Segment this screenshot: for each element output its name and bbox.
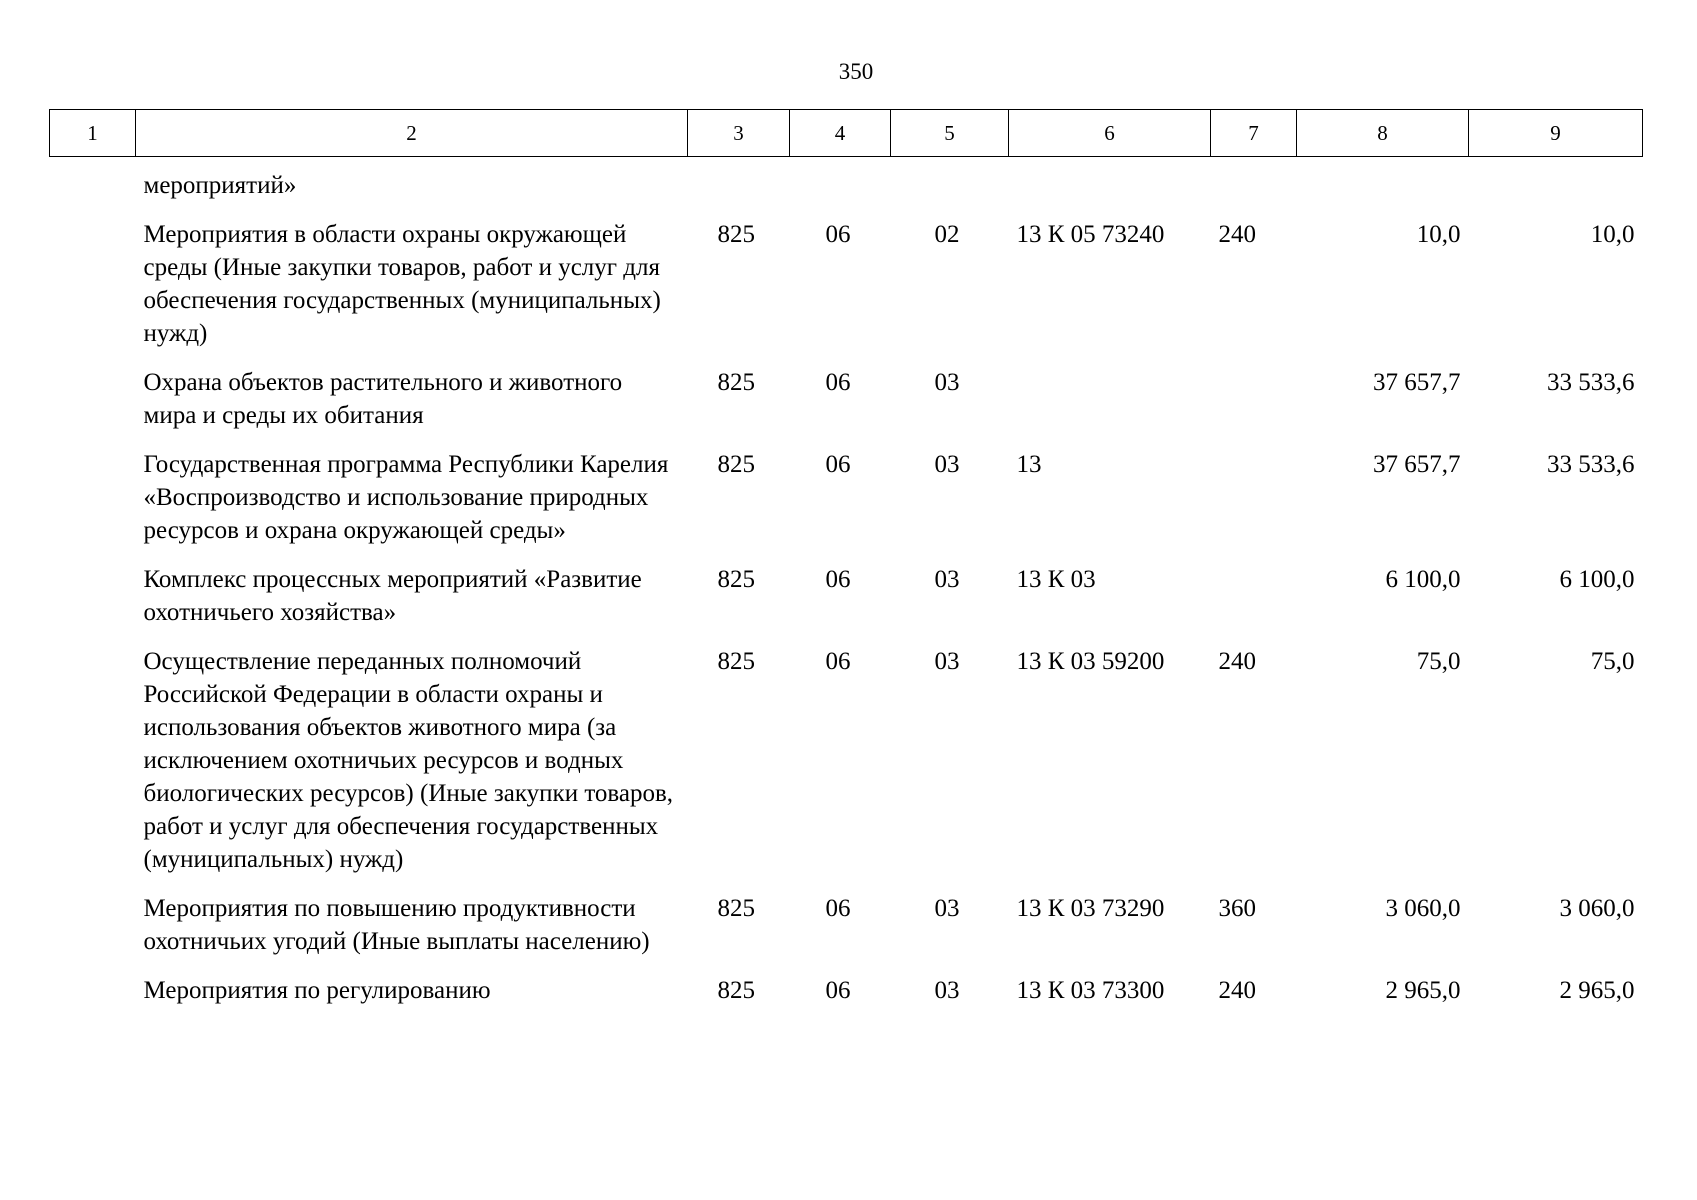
cell-code-5 [891,157,1009,219]
cell-code-7 [1211,157,1297,219]
cell-amount-8: 2 965,0 [1385,977,1461,1004]
cell-empty [50,157,136,219]
column-header-2: 2 [136,110,688,157]
budget-table [49,109,1643,1023]
table-row [50,218,1643,366]
cell-code-4: 06 [825,566,851,593]
cell-empty [50,563,136,645]
cell-name: Мероприятия по повышению продуктивности охотничьих угодий (Иные выплаты населению) [143,895,650,955]
cell-amount-9: 10,0 [1590,221,1635,248]
cell-amount-9: 6 100,0 [1559,566,1635,593]
table-row [50,892,1643,974]
cell-empty [50,645,136,892]
column-header-3: 3 [688,110,790,157]
cell-amount-9: 75,0 [1590,648,1635,675]
column-header-9: 9 [1469,110,1643,157]
cell-name: мероприятий» [143,172,297,199]
cell-code-7 [1211,563,1297,645]
cell-code-4: 06 [825,451,851,478]
cell-name: Осуществление переданных полномочий Российской Федерации в области охраны и использования объектов животного мира (за исключением охотничьих ресурсов и водных биологических ресурсов) (Иные закупки товаров, работ и услуг для обеспечения государственных (муниципальных) нужд) [143,648,674,873]
cell-amount-9: 33 533,6 [1547,451,1635,478]
cell-code-6: 13 К 03 73300 [1016,977,1165,1004]
table-row [50,366,1643,448]
cell-name: Охрана объектов растительного и животного мира и среды их обитания [143,369,623,429]
cell-code-3: 825 [717,648,755,675]
table-row [50,157,1643,219]
cell-code-7: 240 [1218,648,1256,675]
cell-empty [50,974,136,1023]
cell-amount-8: 3 060,0 [1385,895,1461,922]
column-header-4: 4 [790,110,891,157]
cell-code-5: 02 [934,221,960,248]
cell-name: Мероприятия в области охраны окружающей среды (Иные закупки товаров, работ и услуг для обеспечения государственных (муниципальных) нужд) [143,221,661,347]
cell-code-6 [1009,366,1211,448]
cell-amount-8: 37 657,7 [1373,451,1461,478]
cell-code-6: 13 К 05 73240 [1016,221,1165,248]
header-row [50,110,1643,157]
cell-empty [50,892,136,974]
cell-code-4: 06 [825,895,851,922]
cell-code-7: 360 [1218,895,1256,922]
cell-code-3: 825 [717,895,755,922]
cell-code-3: 825 [717,566,755,593]
cell-code-5: 03 [934,451,960,478]
cell-code-5: 03 [934,895,960,922]
page-number: 350 [838,59,874,84]
column-header-5: 5 [891,110,1009,157]
table-row [50,974,1643,1023]
table-body [50,157,1643,1024]
cell-empty [50,366,136,448]
cell-name: Комплекс процессных мероприятий «Развитие охотничьего хозяйства» [143,566,642,626]
cell-code-7 [1211,448,1297,563]
column-header-8: 8 [1297,110,1469,157]
cell-code-4: 06 [825,221,851,248]
cell-code-3: 825 [717,977,755,1004]
column-header-1: 1 [50,110,136,157]
cell-code-3: 825 [717,369,755,396]
table-row [50,645,1643,892]
cell-code-5: 03 [934,977,960,1004]
cell-code-5: 03 [934,648,960,675]
cell-code-5: 03 [934,566,960,593]
cell-code-3 [688,157,790,219]
cell-code-6 [1009,157,1211,219]
cell-amount-9: 2 965,0 [1559,977,1635,1004]
cell-code-5: 03 [934,369,960,396]
cell-empty [50,448,136,563]
cell-code-7 [1211,366,1297,448]
cell-name: Мероприятия по регулированию [143,977,491,1004]
cell-code-6: 13 К 03 [1016,566,1096,593]
cell-code-4: 06 [825,648,851,675]
cell-code-3: 825 [717,221,755,248]
cell-code-4: 06 [825,369,851,396]
cell-amount-9 [1469,157,1643,219]
cell-code-7: 240 [1218,221,1256,248]
cell-amount-9: 33 533,6 [1547,369,1635,396]
cell-amount-8: 75,0 [1416,648,1461,675]
cell-amount-8: 37 657,7 [1373,369,1461,396]
table-row [50,448,1643,563]
cell-code-7: 240 [1218,977,1256,1004]
column-header-7: 7 [1211,110,1297,157]
cell-code-6: 13 [1016,451,1042,478]
cell-code-6: 13 К 03 59200 [1016,648,1165,675]
cell-amount-8: 6 100,0 [1385,566,1461,593]
table-row [50,563,1643,645]
cell-code-4 [790,157,891,219]
column-header-6: 6 [1009,110,1211,157]
cell-empty [50,218,136,366]
cell-name: Государственная программа Республики Карелия «Воспроизводство и использование природных ресурсов и охрана окружающей среды» [143,451,669,544]
cell-amount-8 [1297,157,1469,219]
cell-code-6: 13 К 03 73290 [1016,895,1165,922]
cell-code-4: 06 [825,977,851,1004]
cell-amount-9: 3 060,0 [1559,895,1635,922]
cell-amount-8: 10,0 [1416,221,1461,248]
cell-code-3: 825 [717,451,755,478]
table-header [50,110,1643,157]
